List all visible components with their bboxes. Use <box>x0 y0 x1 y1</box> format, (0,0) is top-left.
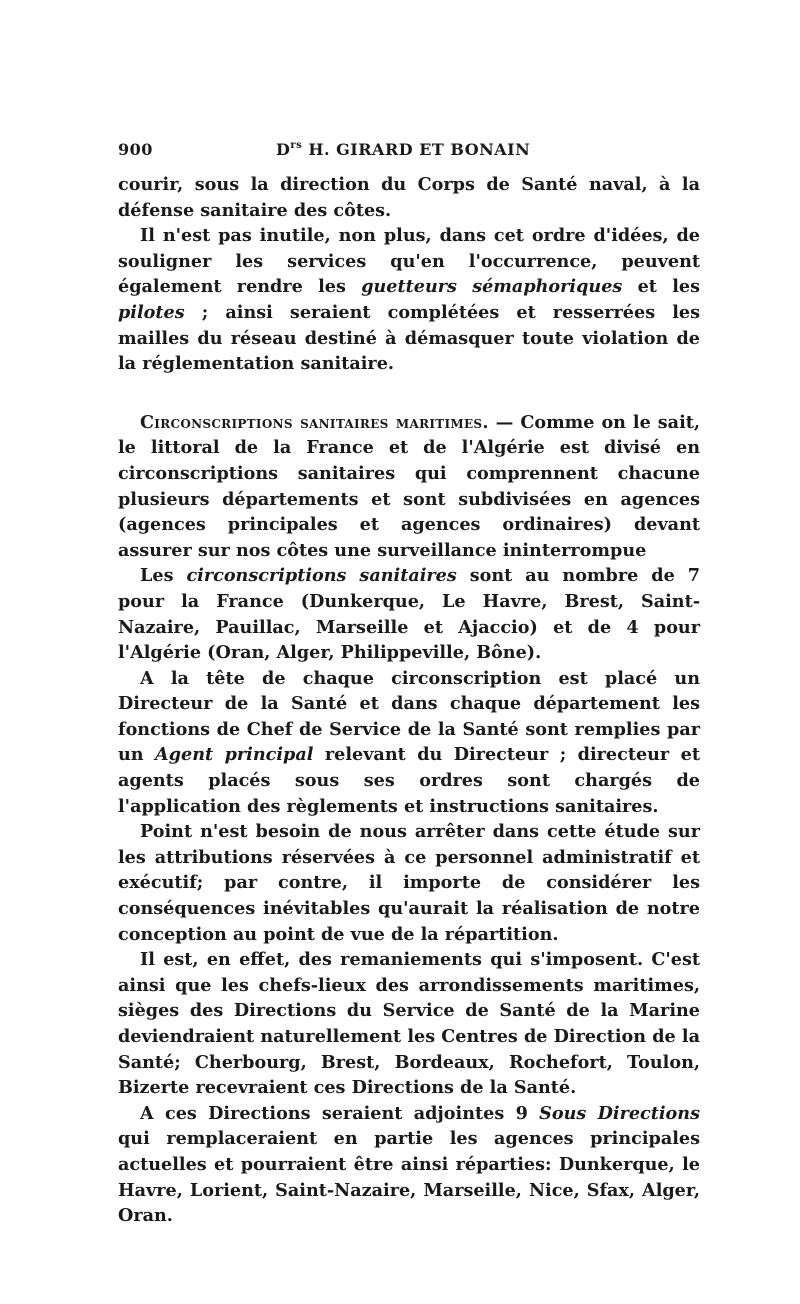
section-heading: Circonscriptions sanitaires maritimes. <box>140 411 489 433</box>
running-head <box>118 140 700 172</box>
section-paragraph: Circonscriptions sanitaires maritimes. — Comme on le sait, le littoral de la France et de l'Algérie est divisé en circonscriptions sanitaires qui comprennent chacune plusieurs départements et sont subdivisées en agences (agences principales et agences ordinaires) devant assurer sur nos côtes une surveillance ininterrompue <box>118 411 701 561</box>
paragraph: courir, sous la direction du Corps de Santé naval, à la défense sanitaire des côtes. <box>118 174 700 221</box>
body-text <box>118 172 700 1229</box>
paragraph: Les circonscriptions sanitaires sont au nombre de 7 pour la France (Dunkerque, Le Havre, Brest, Saint-Nazaire, Pauillac, Marseille et Ajaccio) et de 4 pour l'Algérie (Oran, Alger, Philippeville, Bône). <box>118 565 700 664</box>
paragraph: A la tête de chaque circonscription est placé un Directeur de la Santé et dans chaque département les fonctions de Chef de Service de la Santé sont remplies par un Agent principal relevant du Directeur ; directeur et agents placés sous ses ordres sont chargés de l'application des règlements et instructions sanitaires. <box>118 667 700 817</box>
paragraph: Il est, en effet, des remaniements qui s'imposent. C'est ainsi que les chefs-lieux des arrondissements maritimes, sièges des Directions du Service de Santé de la Marine deviendraient naturellement les Centres de Direction de la Santé; Cherbourg, Brest, Bordeaux, Rochefort, Toulon, Bizerte recevraient ces Directions de la Santé. <box>118 949 700 1099</box>
page-number: 900 <box>118 140 153 159</box>
paragraph: A ces Directions seraient adjointes 9 Sous Directions qui remplaceraient en partie les agences principales actuelles et pourraient être ainsi réparties: Dunkerque, le Havre, Lorient, Saint-Nazaire, Marseille, Nice, Sfax, Alger, Oran. <box>118 1102 700 1227</box>
running-title: $D^{rs}$ H. GIRARD ET BONAIN <box>276 140 531 159</box>
book-page <box>118 140 700 1229</box>
paragraph: Il n'est pas inutile, non plus, dans cet ordre d'idées, de souligner les services qu'en l'occurrence, peuvent également rendre les guetteurs sémaphoriques et les pilotes ; ainsi seraient complétées et resserrées les mailles du réseau destiné à démasquer toute violation de la réglementation sanitaire. <box>118 225 700 375</box>
paragraph: Point n'est besoin de nous arrêter dans cette étude sur les attributions réservées à ce personnel administratif et exécutif; par contre, il importe de considérer les conséquences inévitables qu'aurait la réalisation de notre conception au point de vue de la répartition. <box>118 821 700 945</box>
